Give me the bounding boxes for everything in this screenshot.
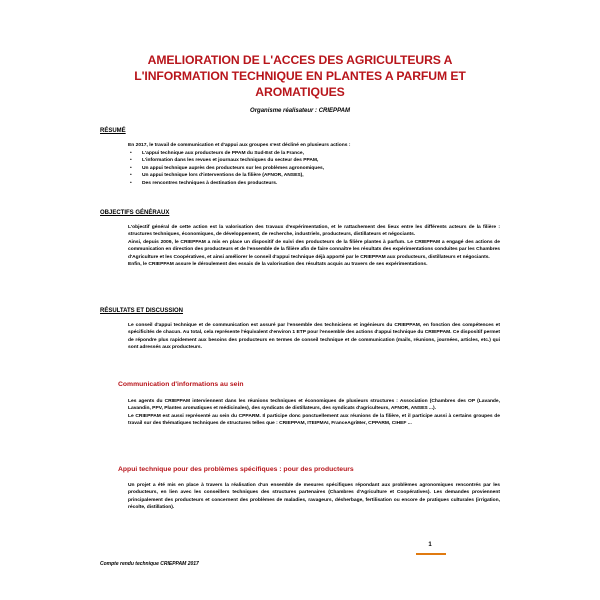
communication-paragraph: Les agents du CRIEPPAM interviennent dans les réunions techniques et économiques de plusieurs structures : Association (Chambres des OP (Lavande, Lavandin, PPV, Plantes aromatiques et médicinales), des syndicats de distillateurs, des syndicats d'agriculteurs, AFNOR, ANSES ...). bbox=[128, 399, 500, 412]
page-number-underline bbox=[416, 553, 446, 555]
section-heading-resultats: RÉSULTATS ET DISCUSSION bbox=[100, 308, 184, 314]
list-item: • Un appui technique auprès des producteurs sur les problèmes agronomiques, bbox=[130, 165, 325, 171]
footer-text: Compte rendu technique CRIEPPAM 2017 bbox=[100, 561, 199, 567]
subsection-heading-appui: Appui technique pour des problèmes spécifiques : pour des producteurs bbox=[118, 466, 354, 473]
resultats-paragraph: Le conseil d'appui technique et de communication est assuré par l'ensemble des techniciens et ingénieurs du CRIEPPAM, en fonction des compétences et spécificités de chacun. Au total, cela représente l'équivalent d'environ 1 ETP pour l'ensemble des actions d'appui technique du CRIEPPAM. Ce dispositif permet de répondre plus rapidement aux besoins des producteurs en termes de conseil technique et de communication (mails, réunions, journées, articles, etc.) qui sont adressés aux producteurs. bbox=[128, 323, 500, 351]
bullet-icon: • bbox=[130, 151, 132, 156]
list-item: • L'information dans les revues et journaux techniques du secteur des PPAM, bbox=[130, 158, 319, 164]
resume-bullet-list bbox=[128, 150, 500, 187]
resume-intro: En 2017, le travail de communication et d'appui aux groupes s'est décliné en plusieurs actions : bbox=[128, 143, 351, 148]
communication-body bbox=[128, 398, 500, 428]
bullet-icon: • bbox=[130, 180, 132, 186]
section-heading-objectifs: OBJECTIFS GÉNÉRAUX bbox=[100, 210, 170, 216]
list-item: • Des rencontres techniques à destination des producteurs. bbox=[130, 180, 278, 186]
organisme-line: Organisme réalisateur : CRIEPPAM bbox=[250, 108, 350, 114]
communication-paragraph: Le CRIEPPAM est aussi représenté au sein du CPPARM. Il participe donc ponctuellement aux réunions de la filière, et il participe aussi à certains groupes de travail sur des thématiques techniques de structures telles que : CRIEPPAM, ITEIPMAI, FranceAgriMer, CPPARM, CIHEF ... bbox=[128, 413, 500, 427]
subsection-heading-communication: Communication d'informations au sein bbox=[118, 381, 244, 388]
appui-paragraph: Un projet a été mis en place à travers la réalisation d'un ensemble de mesures spécifiques répondant aux problèmes agronomiques rencontrés par les producteurs, en lien avec les conseillers techniques des structures partenaires (Chambres d'Agriculture et Coopératives). Les demandes proviennent principalement des producteurs et concernent des problèmes de maladies, ravageurs, désherbage, fertilisation ou encore de pratiques culturales (irrigation, récolte, distillation). bbox=[128, 483, 500, 511]
bullet-icon: • bbox=[130, 158, 132, 164]
bullet-icon: • bbox=[130, 165, 132, 171]
bullet-icon: • bbox=[130, 173, 132, 179]
document-title: AMELIORATION DE L'ACCES DES AGRICULTEURS A L'INFORMATION TECHNIQUE EN PLANTES A PARFUM ET AROMATIQUES bbox=[134, 53, 466, 99]
page-number: 1 bbox=[428, 542, 432, 548]
list-item: • L'appui technique aux producteurs de PPAM du Sud-Est de la France, bbox=[130, 151, 304, 156]
objectifs-paragraph: Enfin, le CRIEPPAM assure le déroulement des essais de la valorisation des résultats acquis au travers de ses expérimentations. bbox=[128, 262, 428, 268]
section-heading-resume: RÉSUMÉ bbox=[100, 128, 126, 134]
objectifs-paragraph: Ainsi, depuis 2009, le CRIEPPAM a mis en place un dispositif de suivi des producteurs de la filière plantes à parfum. Le CRIEPPAM a engagé des actions de communication en direction des producteurs et de l'ensemble de la filière afin de faire connaître les résultats des expérimentations conduites par les Chambres d'Agriculture et les Coopératives, et ainsi améliorer le conseil d'appui technique déjà apporté par le CRIEPPAM aux producteurs, distillateurs et négociants. bbox=[128, 239, 500, 260]
objectifs-body bbox=[128, 224, 500, 268]
objectifs-paragraph: L'objectif général de cette action est la valorisation des travaux d'expérimentation, et le rattachement des lieux entre les différents acteurs de la filière : structures techniques, économiques, de développement, de recherche, industriels, producteurs, distillateurs et négociants. bbox=[128, 225, 500, 238]
list-item: • Un appui technique lors d'interventions de la filière (AFNOR, ANSES), bbox=[130, 173, 304, 179]
